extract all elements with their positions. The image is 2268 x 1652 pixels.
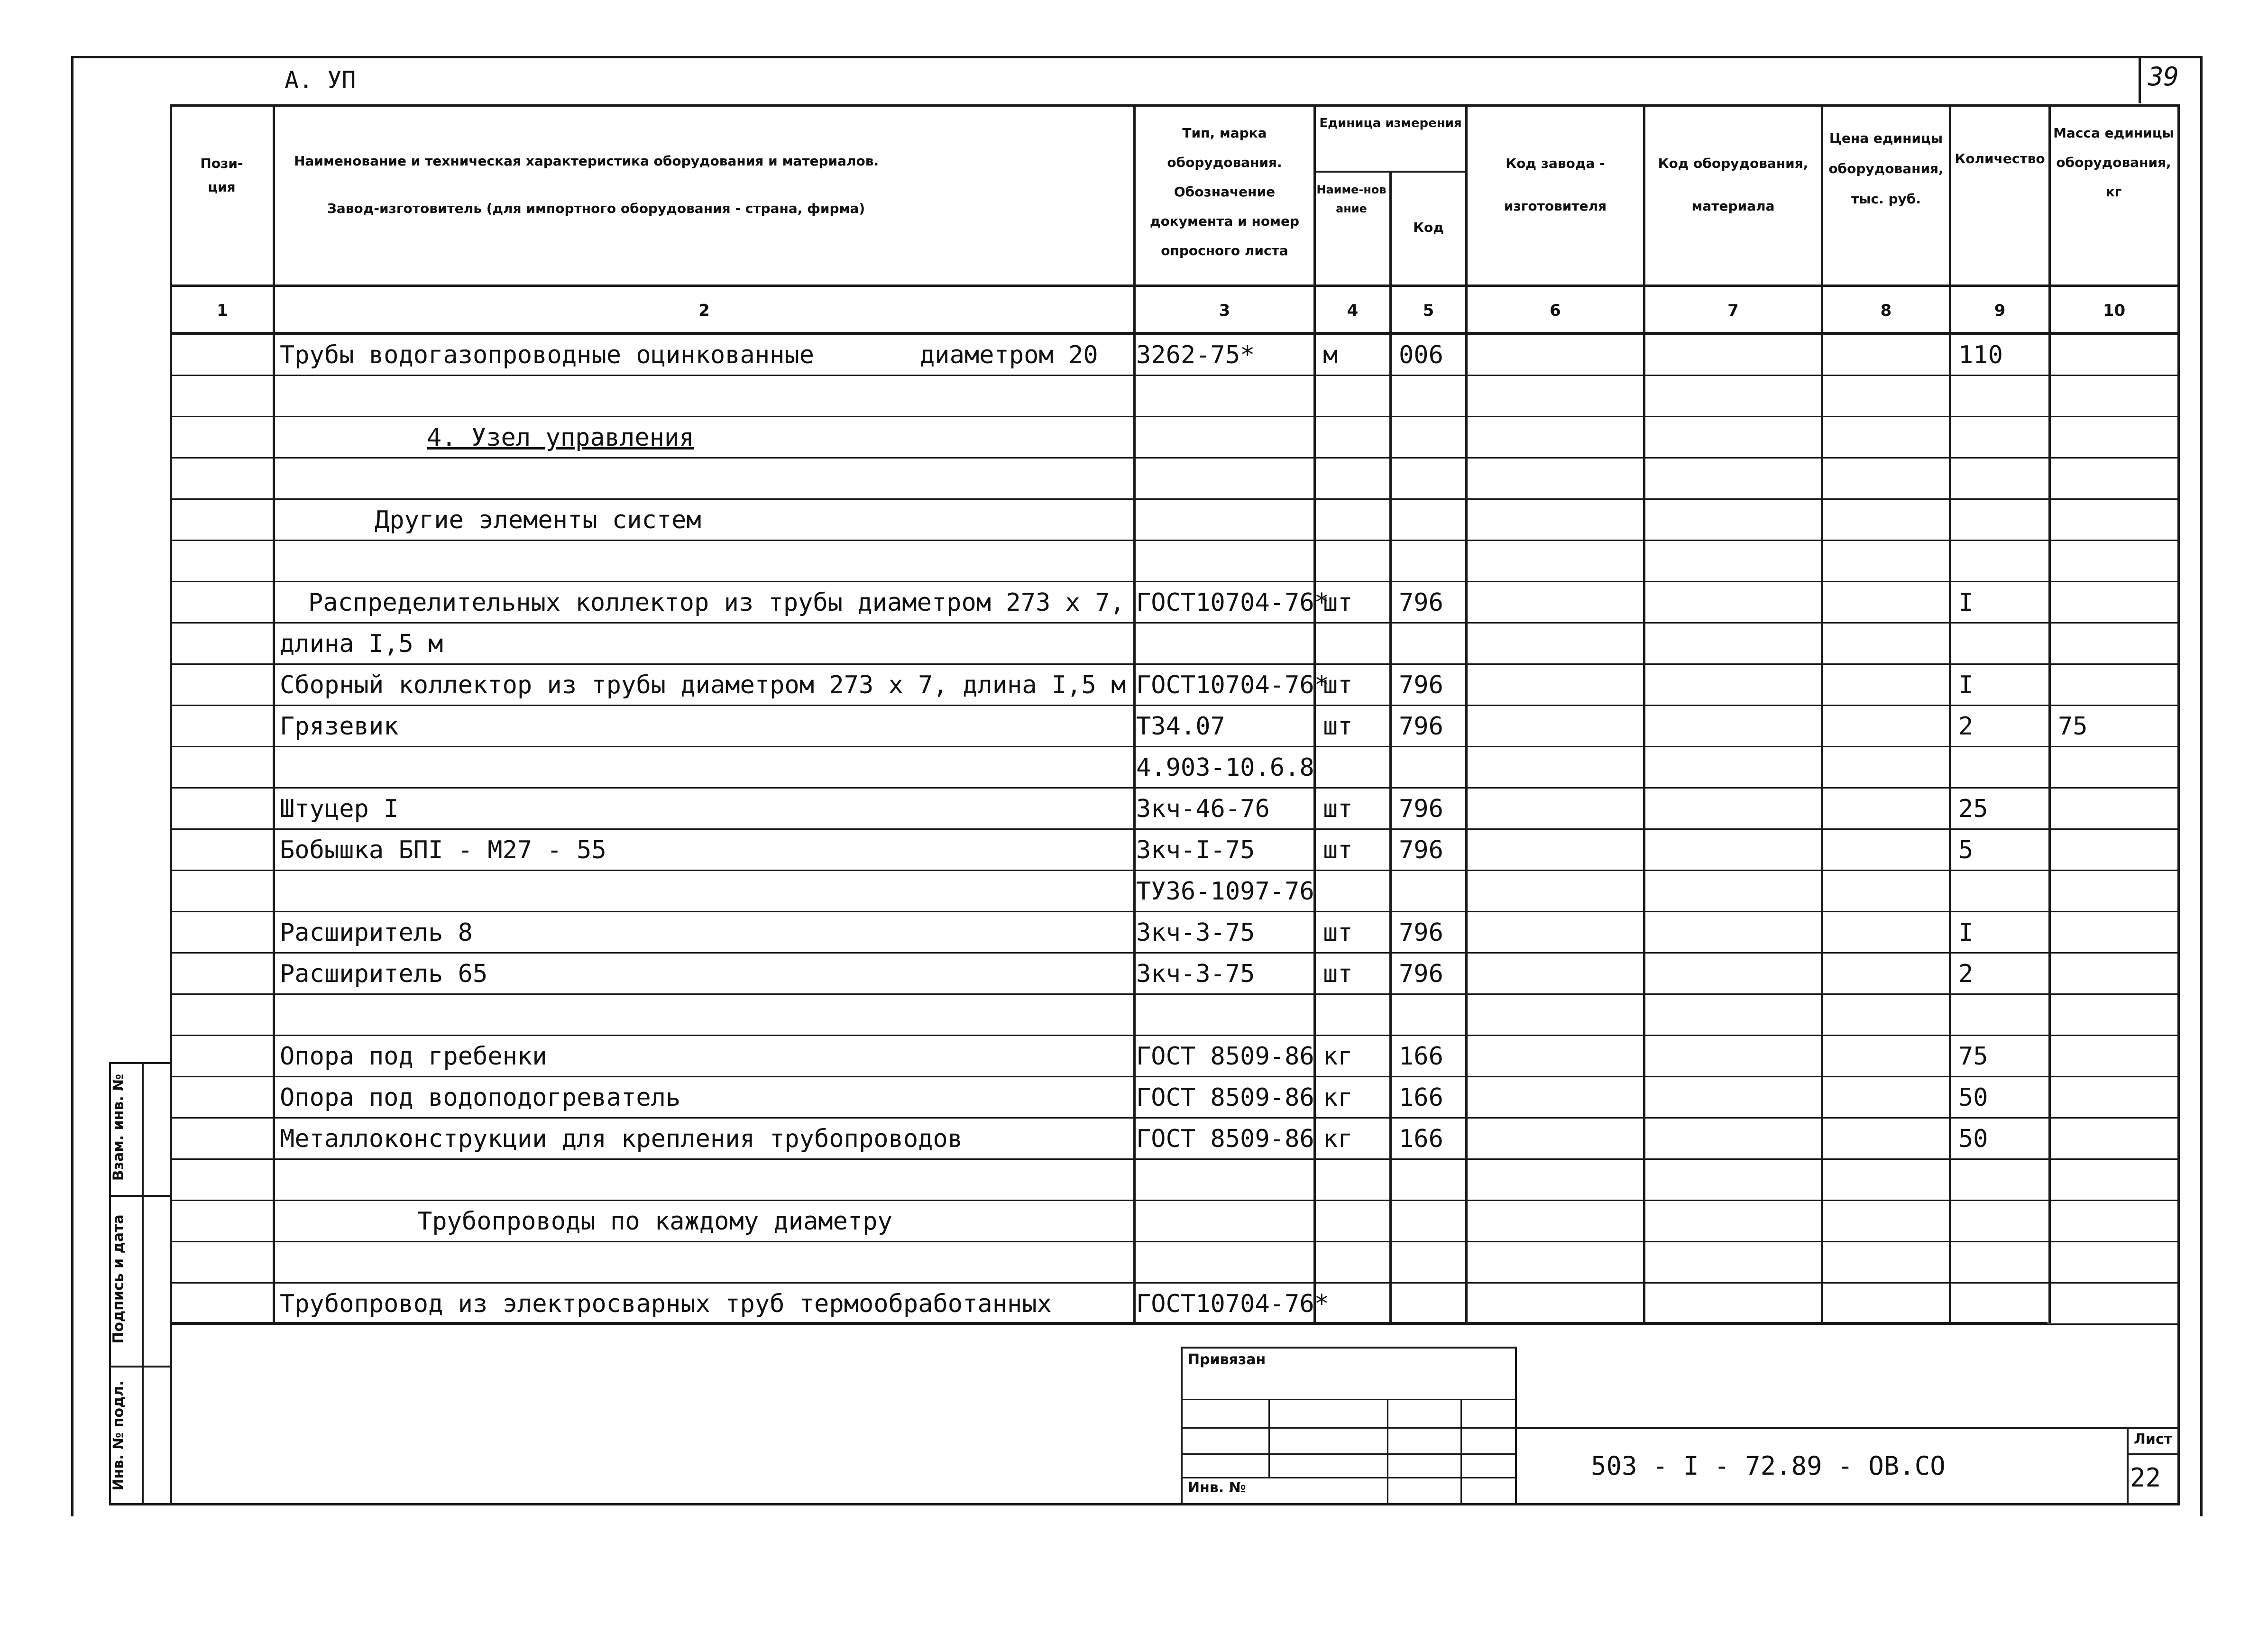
table-row-line — [170, 457, 2177, 459]
corner-box-left — [2139, 56, 2141, 103]
colnum-bottom-line — [170, 332, 2177, 335]
row-code-cell: 796 — [1399, 671, 1443, 699]
col-line-6 — [1643, 104, 1645, 1323]
row-code-cell: 796 — [1399, 836, 1443, 864]
row-name-cell: Грязевик — [280, 712, 399, 741]
binding-box-top — [1181, 1347, 1515, 1349]
row-name-cell: Другие элементы систем — [375, 506, 701, 534]
table-row-line — [170, 416, 2177, 417]
row-qty-cell: 50 — [1958, 1083, 1988, 1112]
table-row-line — [170, 828, 2177, 830]
table-row-line — [170, 498, 2177, 500]
side-stamp-div-3 — [109, 1366, 171, 1367]
binding-row-4 — [1181, 1477, 1515, 1478]
frame-right — [2200, 56, 2203, 1516]
row-code-cell: 166 — [1399, 1042, 1443, 1071]
row-name-cell: Трубы водогазопроводные оцинкованные — [280, 341, 815, 369]
row-name-cell: Трубопровод из электросварных труб термообработанных — [280, 1290, 1052, 1318]
side-stamp-signature: Подпись и дата — [110, 1214, 127, 1344]
row-qty-cell: 2 — [1958, 960, 1974, 988]
col-number-9: 9 — [1994, 301, 2006, 320]
row-qty-cell: 50 — [1958, 1125, 1988, 1153]
page-corner-number: 39 — [2148, 62, 2179, 92]
row-name-cell: Сборный коллектор из трубы диаметром 273 х 7, длина I,5 м — [280, 671, 1126, 699]
frame-left — [71, 56, 73, 1516]
row-code-cell: 166 — [1399, 1125, 1443, 1153]
row-unit-cell: кг — [1323, 1042, 1353, 1071]
row-qty-cell: 2 — [1958, 712, 1974, 741]
row-unit-cell: кг — [1323, 1083, 1353, 1112]
header-price: Цена единицы оборудования, тыс. руб. — [1828, 130, 1944, 207]
row-unit-cell: шт — [1323, 671, 1353, 699]
table-row-line — [170, 1076, 2177, 1077]
table-row-line — [170, 375, 2177, 376]
inv-label: Инв. № — [1188, 1479, 1246, 1496]
header-name-line2: Завод-изготовитель (для импортного оборудования - страна, фирма) — [327, 201, 865, 216]
inner-frame-right — [2177, 104, 2180, 1503]
row-unit-cell: кг — [1323, 1125, 1353, 1153]
table-row-line — [170, 540, 2177, 541]
row-type-cell: ТУ36-1097-76 — [1136, 877, 1314, 906]
row-type-cell: ГОСТ 8509-86 — [1136, 1083, 1314, 1112]
col-number-2: 2 — [698, 301, 710, 320]
row-qty-cell: I — [1958, 918, 1974, 947]
table-row-line — [170, 911, 2177, 912]
row-type-cell: 3кч-I-75 — [1136, 836, 1255, 864]
col-number-4: 4 — [1347, 301, 1359, 320]
col-number-8: 8 — [1880, 301, 1892, 320]
row-code-cell: 796 — [1399, 712, 1443, 741]
list-number: 22 — [2130, 1463, 2161, 1493]
row-name-cell: Расширитель 8 — [280, 918, 473, 947]
binding-row-3 — [1181, 1453, 1515, 1455]
side-stamp-div-2 — [109, 1195, 171, 1197]
row-type-cell: 4.903-10.6.8 — [1136, 753, 1314, 782]
row-qty-cell: 25 — [1958, 795, 1988, 823]
list-box-left — [2127, 1427, 2129, 1503]
col-line-7 — [1821, 104, 1823, 1323]
table-row-line — [170, 1158, 2177, 1160]
col-number-6: 6 — [1550, 301, 1561, 320]
table-row-line — [170, 663, 2177, 665]
side-stamp-inner — [142, 1062, 144, 1503]
binding-box-left — [1181, 1347, 1183, 1503]
row-type-cell: ГОСТ 8509-86 — [1136, 1125, 1314, 1153]
row-qty-cell: I — [1958, 588, 1974, 617]
header-bottom-line — [170, 285, 2177, 287]
row-code-cell: 796 — [1399, 795, 1443, 823]
row-mass-cell: 75 — [2058, 712, 2088, 741]
row-qty-cell: 110 — [1958, 341, 2003, 369]
binding-row-2 — [1181, 1427, 1515, 1429]
row-unit-cell: шт — [1323, 712, 1353, 741]
table-row-line — [170, 622, 2177, 624]
binding-box-right — [1515, 1347, 1517, 1503]
row-name-cell: Металлоконструкции для крепления трубопроводов — [280, 1125, 963, 1153]
document-code: 503 - I - 72.89 - ОВ.СО — [1591, 1451, 1946, 1481]
row-type-cell: 3262-75* — [1136, 341, 1255, 369]
row-name-cell: Распределительных коллектор из трубы диаметром 273 х 7, — [308, 588, 1125, 617]
header-equip-code: Код оборудования, материала — [1658, 156, 1809, 214]
table-row-line — [170, 1282, 2177, 1284]
binding-col-2 — [1387, 1399, 1388, 1503]
col-line-2 — [1133, 104, 1136, 1323]
row-name-cell: Трубопроводы по каждому диаметру — [417, 1207, 892, 1236]
row-code-cell: 006 — [1399, 341, 1443, 369]
row-name-cell: Расширитель 65 — [280, 960, 488, 988]
table-row-line — [170, 746, 2177, 747]
row-name-cell: Опора под гребенки — [280, 1042, 547, 1071]
inner-frame-bottom — [109, 1503, 2180, 1505]
header-unit-name: Наиме-нование — [1316, 183, 1387, 215]
header-type: Тип, марка оборудования. Обозначение документа и номер опросного листа — [1149, 125, 1300, 258]
side-stamp-replace: Взам. инв. № — [110, 1074, 127, 1181]
row-qty-cell: 5 — [1958, 836, 1974, 864]
binding-row-1 — [1181, 1399, 1515, 1400]
row-unit-cell: шт — [1323, 960, 1353, 988]
row-name-cell: Штуцер I — [280, 795, 399, 823]
row-type-cell: ГОСТ10704-76* — [1136, 1290, 1329, 1318]
col-number-7: 7 — [1727, 301, 1739, 320]
table-row-line — [170, 1200, 2177, 1201]
row-name-extra-cell: диаметром 20 — [920, 341, 1098, 369]
row-name-cell: 4. Узел управления — [427, 423, 694, 452]
row-qty-cell: I — [1958, 671, 1974, 699]
header-top-line — [170, 104, 2177, 107]
row-type-cell: 3кч-3-75 — [1136, 960, 1255, 988]
list-box-div — [2127, 1453, 2179, 1455]
table-row-line — [170, 1117, 2177, 1119]
col-number-5: 5 — [1423, 301, 1434, 320]
frame-top — [71, 56, 2200, 58]
title-block-top — [1515, 1427, 2179, 1429]
col-line-1 — [273, 104, 275, 1323]
table-row-line — [170, 870, 2177, 871]
row-type-cell: 3кч-3-75 — [1136, 918, 1255, 947]
col-line-8 — [1949, 104, 1951, 1323]
binding-col-3 — [1460, 1399, 1462, 1503]
row-unit-cell: шт — [1323, 918, 1353, 947]
org-mark: А. УП — [285, 66, 356, 94]
header-qty: Количество — [1955, 151, 2045, 166]
side-stamp-div-1 — [109, 1062, 171, 1064]
header-mass: Масса единицы оборудования, кг — [2053, 125, 2174, 200]
row-code-cell: 796 — [1399, 918, 1443, 947]
row-code-cell: 796 — [1399, 588, 1443, 617]
row-name-cell: длина I,5 м — [280, 630, 443, 658]
header-name-line1: Наименование и техническая характеристика оборудования и материалов. — [294, 153, 879, 169]
table-row-line — [170, 1241, 2177, 1242]
table-row-line — [170, 787, 2177, 789]
row-name-cell: Бобышка БПI - М27 - 55 — [280, 836, 606, 864]
col-number-10: 10 — [2103, 301, 2126, 320]
row-type-cell: ГОСТ 8509-86 — [1136, 1042, 1314, 1071]
table-row-line — [170, 1035, 2177, 1036]
row-type-cell: 3кч-46-76 — [1136, 795, 1270, 823]
row-code-cell: 166 — [1399, 1083, 1443, 1112]
header-unit-group: Единица измерения — [1319, 116, 1462, 130]
list-label: Лист — [2134, 1431, 2173, 1448]
row-name-cell: Опора под водоподогреватель — [280, 1083, 681, 1112]
col-number-3: 3 — [1219, 301, 1230, 320]
table-bottom-line — [170, 1322, 2048, 1324]
row-type-cell: ГОСТ10704-76* — [1136, 588, 1329, 617]
row-code-cell: 796 — [1399, 960, 1443, 988]
header-unit-code: Код — [1413, 220, 1444, 235]
row-unit-cell: шт — [1323, 795, 1353, 823]
table-row-line — [170, 952, 2177, 954]
col-number-1: 1 — [217, 301, 228, 320]
col-line-5 — [1465, 104, 1468, 1323]
header-position: Пози- ция — [200, 156, 243, 195]
row-unit-cell: м — [1323, 341, 1338, 369]
header-maker-code: Код завода - изготовителя — [1504, 156, 1607, 214]
binding-label: Привязан — [1188, 1351, 1266, 1368]
table-row-line — [170, 993, 2177, 995]
table-row-line — [170, 705, 2177, 706]
binding-col-1 — [1268, 1399, 1270, 1477]
row-unit-cell: шт — [1323, 836, 1353, 864]
col-line-9 — [2048, 104, 2051, 1323]
row-unit-cell: шт — [1323, 588, 1353, 617]
row-type-cell: Т34.07 — [1136, 712, 1225, 741]
table-row-line — [170, 581, 2177, 582]
row-qty-cell: 75 — [1958, 1042, 1988, 1071]
side-stamp-inv: Инв. № подл. — [110, 1380, 127, 1491]
row-type-cell: ГОСТ10704-76* — [1136, 671, 1329, 699]
